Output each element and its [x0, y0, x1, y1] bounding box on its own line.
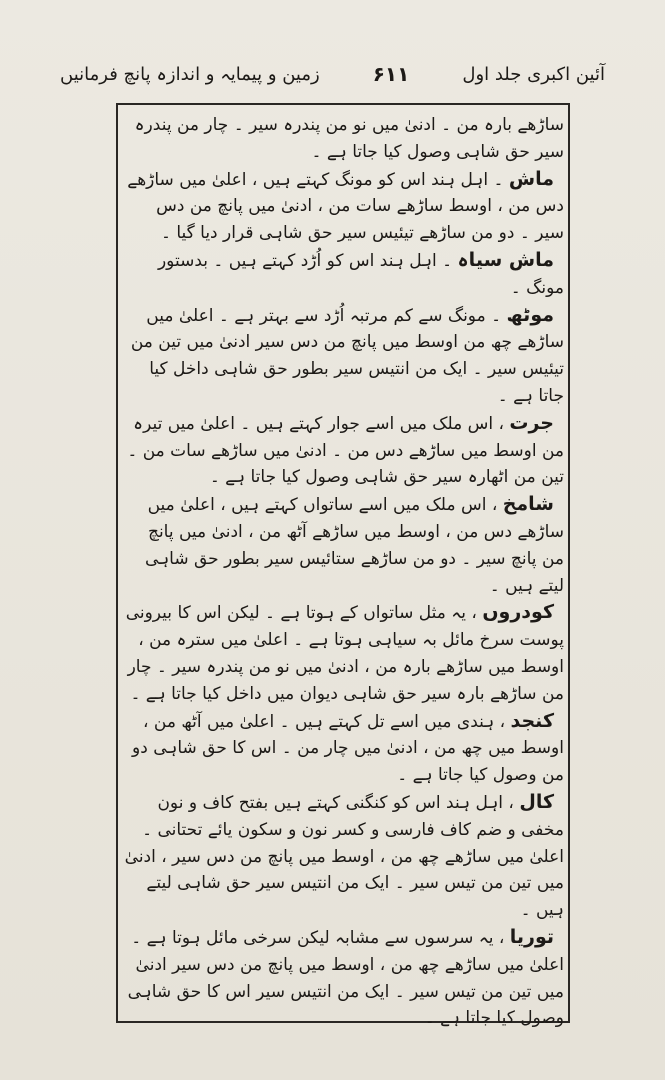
paragraph-text: ، یہ سرسوں سے مشابہ لیکن سرخی مائل ہوتا ہے ۔ اعلیٰ میں ساڑھے چھ من ، اوسط میں پانچ من دس سیر ادنیٰ میں تین من تیس سیر ۔ ایک من انتیس سیر اس کا حق شاہی وصول کیا جاتا ہے ۔ [127, 927, 564, 1029]
paragraph-term: کال [519, 790, 554, 813]
paragraph [122, 247, 564, 302]
paragraph [122, 112, 564, 166]
running-title-left: زمین و پیمایہ و اندازہ پانچ فرمانیں [60, 63, 320, 85]
paragraph [122, 302, 564, 410]
paragraph [122, 789, 564, 924]
paragraph-text: ۔ اہل ہند اس کو مونگ کہتے ہیں ، اعلیٰ میں ساڑھے دس من ، اوسط ساڑھے سات من ، ادنیٰ میں پانچ من دس سیر ۔ دو من ساڑھے تیئیس سیر حق شاہی قرار دیا گیا ۔ [127, 169, 564, 244]
page-number: ۶۱۱ [372, 62, 410, 86]
paragraph-term: ماش سیاہ [457, 248, 554, 271]
body-text [122, 112, 564, 1029]
paragraph-term: موٹھ [506, 303, 554, 326]
paragraph [122, 924, 564, 1032]
paragraph-text: ، اہل ہند اس کو کنگنی کہتے ہیں بفتح کاف و نون مخفی و ضم کاف فارسی و کسر نون و سکون یائے تحتانی ۔ اعلیٰ میں ساڑھے چھ من ، اوسط میں پانچ من دس سیر ، ادنیٰ میں تین من تیس سیر ۔ ایک من انتیس سیر حق شاہی لیتے ہیں ۔ [124, 792, 564, 921]
paragraph-text: ۔ اہل ہند اس کو اُڑد کہتے ہیں ۔ بدستور مونگ ۔ [157, 250, 564, 298]
paragraph-text: ، اس ملک میں اسے ساتواں کہتے ہیں ، اعلیٰ میں ساڑھے دس من ، اوسط میں ساڑھے آٹھ من ، ادنیٰ میں پانچ من پانچ سیر ۔ دو من ساڑھے ستائیس سیر بطور حق شاہی لیتے ہیں ۔ [145, 495, 564, 596]
paragraph-term: کودروں [482, 601, 554, 624]
paragraph-text: ، یہ مثل ساتواں کے ہوتا ہے ۔ لیکن اس کا بیرونی پوست سرخ مائل بہ سیاہی ہوتا ہے ۔ اعلیٰ میں سترہ من ، اوسط میں ساڑھے بارہ من ، ادنیٰ میں نو من پندرہ سیر ۔ چار من ساڑھے بارہ سیر حق شاہی دیوان میں داخل کیا جاتا ہے ۔ [125, 603, 564, 704]
paragraph-term: شامخ [502, 493, 554, 516]
paragraph-term: کنجد [510, 709, 554, 732]
paragraph-text: ، ہندی میں اسے تل کہتے ہیں ۔ اعلیٰ میں آٹھ من ، اوسط میں چھ من ، ادنیٰ میں چار من ۔ اس کا حق شاہی دو من وصول کیا جاتا ہے ۔ [132, 711, 564, 786]
paragraph-text: ساڑھے بارہ من ۔ ادنیٰ میں نو من پندرہ سیر ۔ چار من پندرہ سیر حق شاہی وصول کیا جاتا ہے ۔ [134, 115, 564, 162]
running-title-right: آئین اکبری جلد اول [462, 63, 605, 85]
paragraph [122, 491, 564, 599]
running-header [60, 56, 605, 92]
paragraph [122, 599, 564, 707]
paragraph [122, 166, 564, 247]
paragraph-term: جرت [509, 411, 554, 434]
paragraph [122, 410, 564, 491]
paragraph-text: ، اس ملک میں اسے جوار کہتے ہیں ۔ اعلیٰ میں تیرہ من اوسط میں ساڑھے دس من ۔ ادنیٰ میں ساڑھے سات من ۔ تین من اٹھارہ سیر حق شاہی وصول کیا جاتا ہے ۔ [127, 413, 564, 488]
paragraph [122, 708, 564, 789]
paragraph-text: ۔ مونگ سے کم مرتبہ اُڑد سے بہتر ہے ۔ اعلیٰ میں ساڑھے چھ من اوسط میں پانچ من دس سیر ادنیٰ میں تین من تیئیس سیر ۔ ایک من انتیس سیر بطور حق شاہی داخل کیا جاتا ہے ۔ [130, 305, 564, 406]
paragraph-term: ماش [508, 167, 554, 190]
paragraph-term: توریا [509, 925, 554, 948]
